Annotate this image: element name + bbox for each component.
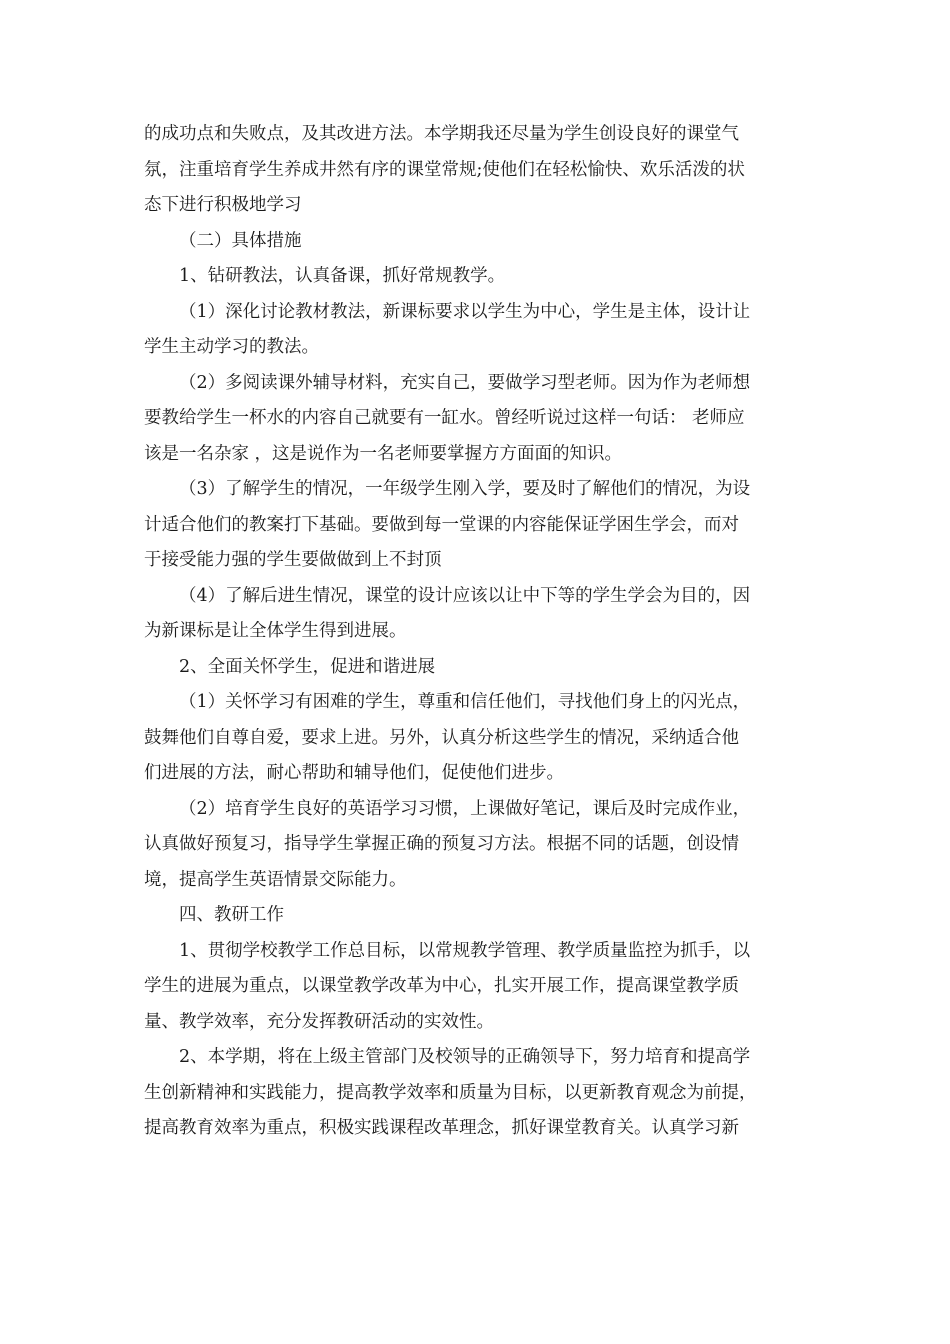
document-body: [144, 117, 809, 1147]
section-heading: [144, 224, 809, 260]
subsection-heading: [144, 259, 809, 295]
text-line: 要教给学生一杯水的内容自己就要有一缸水。曾经听说过这样一句话： 老师应: [144, 408, 745, 428]
text-line: 1、贯彻学校教学工作总目标，以常规教学管理、教学质量监控为抓手，以: [179, 940, 751, 961]
text-line: 氛，注重培育学生养成井然有序的课堂常规;使他们在轻松愉快、欢乐活泼的状: [144, 159, 745, 180]
text-line: 量、教学效率，充分发挥教研活动的实效性。: [144, 1011, 494, 1032]
paragraph: [144, 472, 809, 579]
text-line: 鼓舞他们自尊自爱，要求上进。另外，认真分析这些学生的情况，采纳适合他: [144, 727, 739, 748]
text-line: （1）深化讨论教材教法，新课标要求以学生为中心，学生是主体，设计让: [179, 301, 751, 322]
text-line: 们进展的方法，耐心帮助和辅导他们，促使他们进步。: [144, 763, 564, 783]
text-line: 态下进行积极地学习: [144, 195, 302, 215]
paragraph: [144, 579, 809, 650]
text-line: 2、本学期，将在上级主管部门及校领导的正确领导下，努力培育和提高学: [179, 1047, 751, 1067]
paragraph: [144, 1040, 809, 1147]
text-line: （1）关怀学习有困难的学生，尊重和信任他们，寻找他们身上的闪光点，: [179, 692, 751, 712]
text-line: 提高教育效率为重点，积极实践课程改革理念，抓好课堂教育关。认真学习新: [144, 1118, 739, 1138]
text-line: 为新课标是让全体学生得到进展。: [144, 621, 407, 641]
text-line: （2）多阅读课外辅导材料，充实自己，要做学习型老师。因为作为老师想: [179, 372, 751, 393]
text-line: 1、钻研教法，认真备课，抓好常规教学。: [179, 266, 506, 286]
paragraph: [144, 295, 809, 366]
text-line: 认真做好预复习，指导学生掌握正确的预复习方法。根据不同的话题，创设情: [144, 834, 739, 854]
text-line: 的成功点和失败点，及其改进方法。本学期我还尽量为学生创设良好的课堂气: [144, 124, 739, 144]
text-line: 四、教研工作: [179, 905, 284, 925]
text-line: （二）具体措施: [179, 230, 302, 251]
text-line: 生创新精神和实践能力，提高教学效率和质量为目标，以更新教育观念为前提，: [144, 1082, 757, 1103]
paragraph: [144, 934, 809, 1041]
paragraph: [144, 685, 809, 792]
text-line: 于接受能力强的学生要做做到上不封顶: [144, 550, 442, 570]
text-line: 该是一名杂家 ，这是说作为一名老师要掌握方方面面的知识。: [144, 443, 623, 464]
subsection-heading: [144, 650, 809, 686]
text-line: 学生主动学习的教法。: [144, 337, 319, 357]
text-line: （2）培育学生良好的英语学习习惯，上课做好笔记，课后及时完成作业，: [179, 798, 751, 819]
paragraph: [144, 366, 809, 473]
paragraph: [144, 117, 809, 224]
section-heading: [144, 898, 809, 934]
text-line: （4）了解后进生情况，课堂的设计应该以让中下等的学生学会为目的，因: [179, 585, 751, 606]
text-line: （3）了解学生的情况，一年级学生刚入学，要及时了解他们的情况，为设: [179, 479, 751, 499]
paragraph: [144, 792, 809, 899]
text-line: 计适合他们的教案打下基础。要做到每一堂课的内容能保证学困生学会，而对: [144, 514, 739, 535]
text-line: 境，提高学生英语情景交际能力。: [144, 869, 407, 890]
text-line: 学生的进展为重点，以课堂教学改革为中心，扎实开展工作，提高课堂教学质: [144, 976, 739, 996]
text-line: 2、全面关怀学生，促进和谐进展: [179, 656, 436, 677]
